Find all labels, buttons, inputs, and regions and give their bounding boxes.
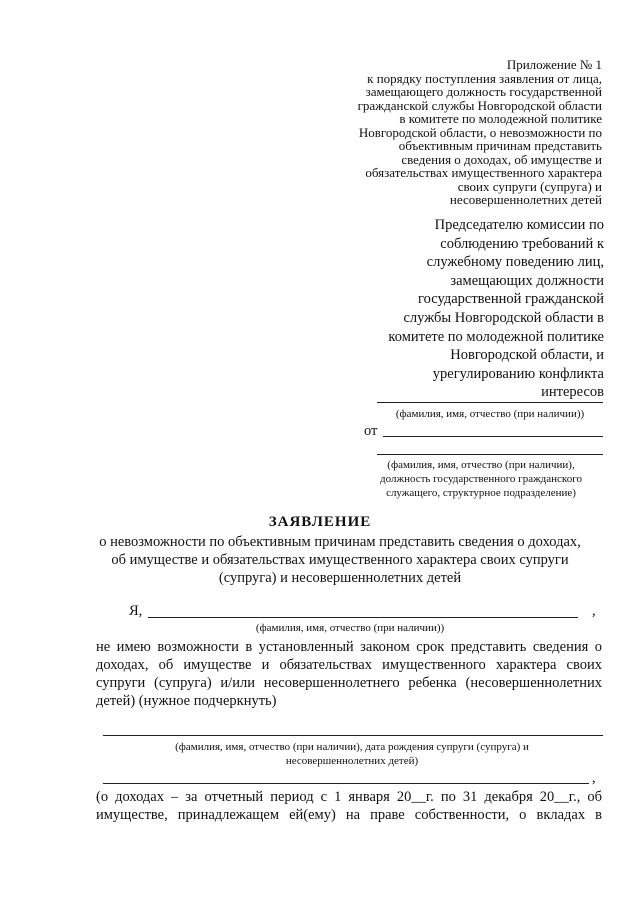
addressee-line: Председателю комиссии по xyxy=(434,217,604,233)
chairman-name-caption: (фамилия, имя, отчество (при наличии)) xyxy=(395,408,585,420)
annex-heading: Приложение № 1 xyxy=(506,57,602,72)
addressee-line: комитете по молодежной политике xyxy=(388,328,604,345)
from-caption xyxy=(350,458,612,500)
annex-line: объективным причинам представить xyxy=(398,138,602,153)
paragraph-line: (о доходах – за отчетный период с 1 января 20__г. по 31 декабря 20__г., об xyxy=(96,789,602,805)
annex-line: в комитете по молодежной политике xyxy=(399,111,602,126)
from-caption-line: (фамилия, имя, отчество (при наличии), xyxy=(387,459,575,471)
from-caption-line: должность государственного гражданского xyxy=(380,473,582,485)
addressee-line: службы Новгородской области в xyxy=(403,309,604,326)
from-details-field[interactable] xyxy=(377,454,603,455)
subtitle-line: о невозможности по объективным причинам представить сведения о доходах, xyxy=(99,534,581,550)
document-subtitle xyxy=(80,533,600,587)
annex-line: обязательствах имущественного характера xyxy=(365,165,602,180)
from-name-field[interactable] xyxy=(383,436,603,437)
annex-line: своих супруги (супруга) и xyxy=(457,178,602,194)
i-label: Я, xyxy=(129,603,143,619)
paragraph-line: доходах, об имуществе и обязательствах имущественного характера своих xyxy=(96,657,602,673)
subtitle-line: об имуществе и обязательствах имущественного характера своих супруги xyxy=(111,552,569,568)
from-caption-line: служащего, структурное подразделение) xyxy=(386,487,576,499)
statement-paragraph-1 xyxy=(96,638,602,710)
spouse-caption-line: (фамилия, имя, отчество (при наличии), дата рождения супруги (супруга) и xyxy=(175,741,529,753)
annex-block xyxy=(320,58,602,207)
comma-mark: , xyxy=(592,603,596,619)
from-label: от xyxy=(364,423,378,439)
declarant-name-field[interactable] xyxy=(148,617,578,618)
addressee-line: Новгородской области, и xyxy=(450,347,604,364)
paragraph-line: детей) (нужное подчеркнуть) xyxy=(96,693,277,709)
annex-line: несовершеннолетних детей xyxy=(449,192,602,207)
paragraph-line: имуществе, принадлежащем ей(ему) на праве собственности, о вкладах в xyxy=(96,807,602,823)
addressee-line: соблюдению требований к xyxy=(440,235,604,252)
document-title: ЗАЯВЛЕНИЕ xyxy=(268,514,372,530)
spouse-caption-line: несовершеннолетних детей) xyxy=(285,755,419,767)
addressee-line: интересов xyxy=(541,384,604,401)
spouse-children-field-continued[interactable] xyxy=(103,783,589,784)
comma-mark-2: , xyxy=(592,770,596,786)
statement-paragraph-2 xyxy=(96,788,602,824)
paragraph-line: супруги (супруга) и/или несовершеннолетнего ребенка (несовершеннолетних xyxy=(96,675,602,691)
addressee-block xyxy=(340,216,604,402)
addressee-line: служебному поведению лиц, xyxy=(426,254,604,271)
addressee-line: замещающих должности xyxy=(450,272,604,289)
subtitle-line: (супруга) и несовершеннолетних детей xyxy=(218,570,462,586)
chairman-name-field[interactable] xyxy=(377,402,603,403)
annex-line: сведения о доходах, об имуществе и xyxy=(401,151,602,167)
annex-line: Новгородской области, о невозможности по xyxy=(358,124,602,140)
annex-line: замещающего должность государственной xyxy=(365,84,602,99)
addressee-line: урегулированию конфликта xyxy=(432,365,604,382)
spouse-children-field[interactable] xyxy=(103,735,603,736)
paragraph-line: не имею возможности в установленный законом срок представить сведения о xyxy=(96,639,602,655)
annex-line: к порядку поступления заявления от лица, xyxy=(367,70,602,86)
annex-line: гражданской службы Новгородской области xyxy=(357,97,602,113)
spouse-children-caption xyxy=(110,740,594,768)
declarant-name-caption: (фамилия, имя, отчество (при наличии)) xyxy=(255,622,445,634)
addressee-line: государственной гражданской xyxy=(418,291,604,308)
